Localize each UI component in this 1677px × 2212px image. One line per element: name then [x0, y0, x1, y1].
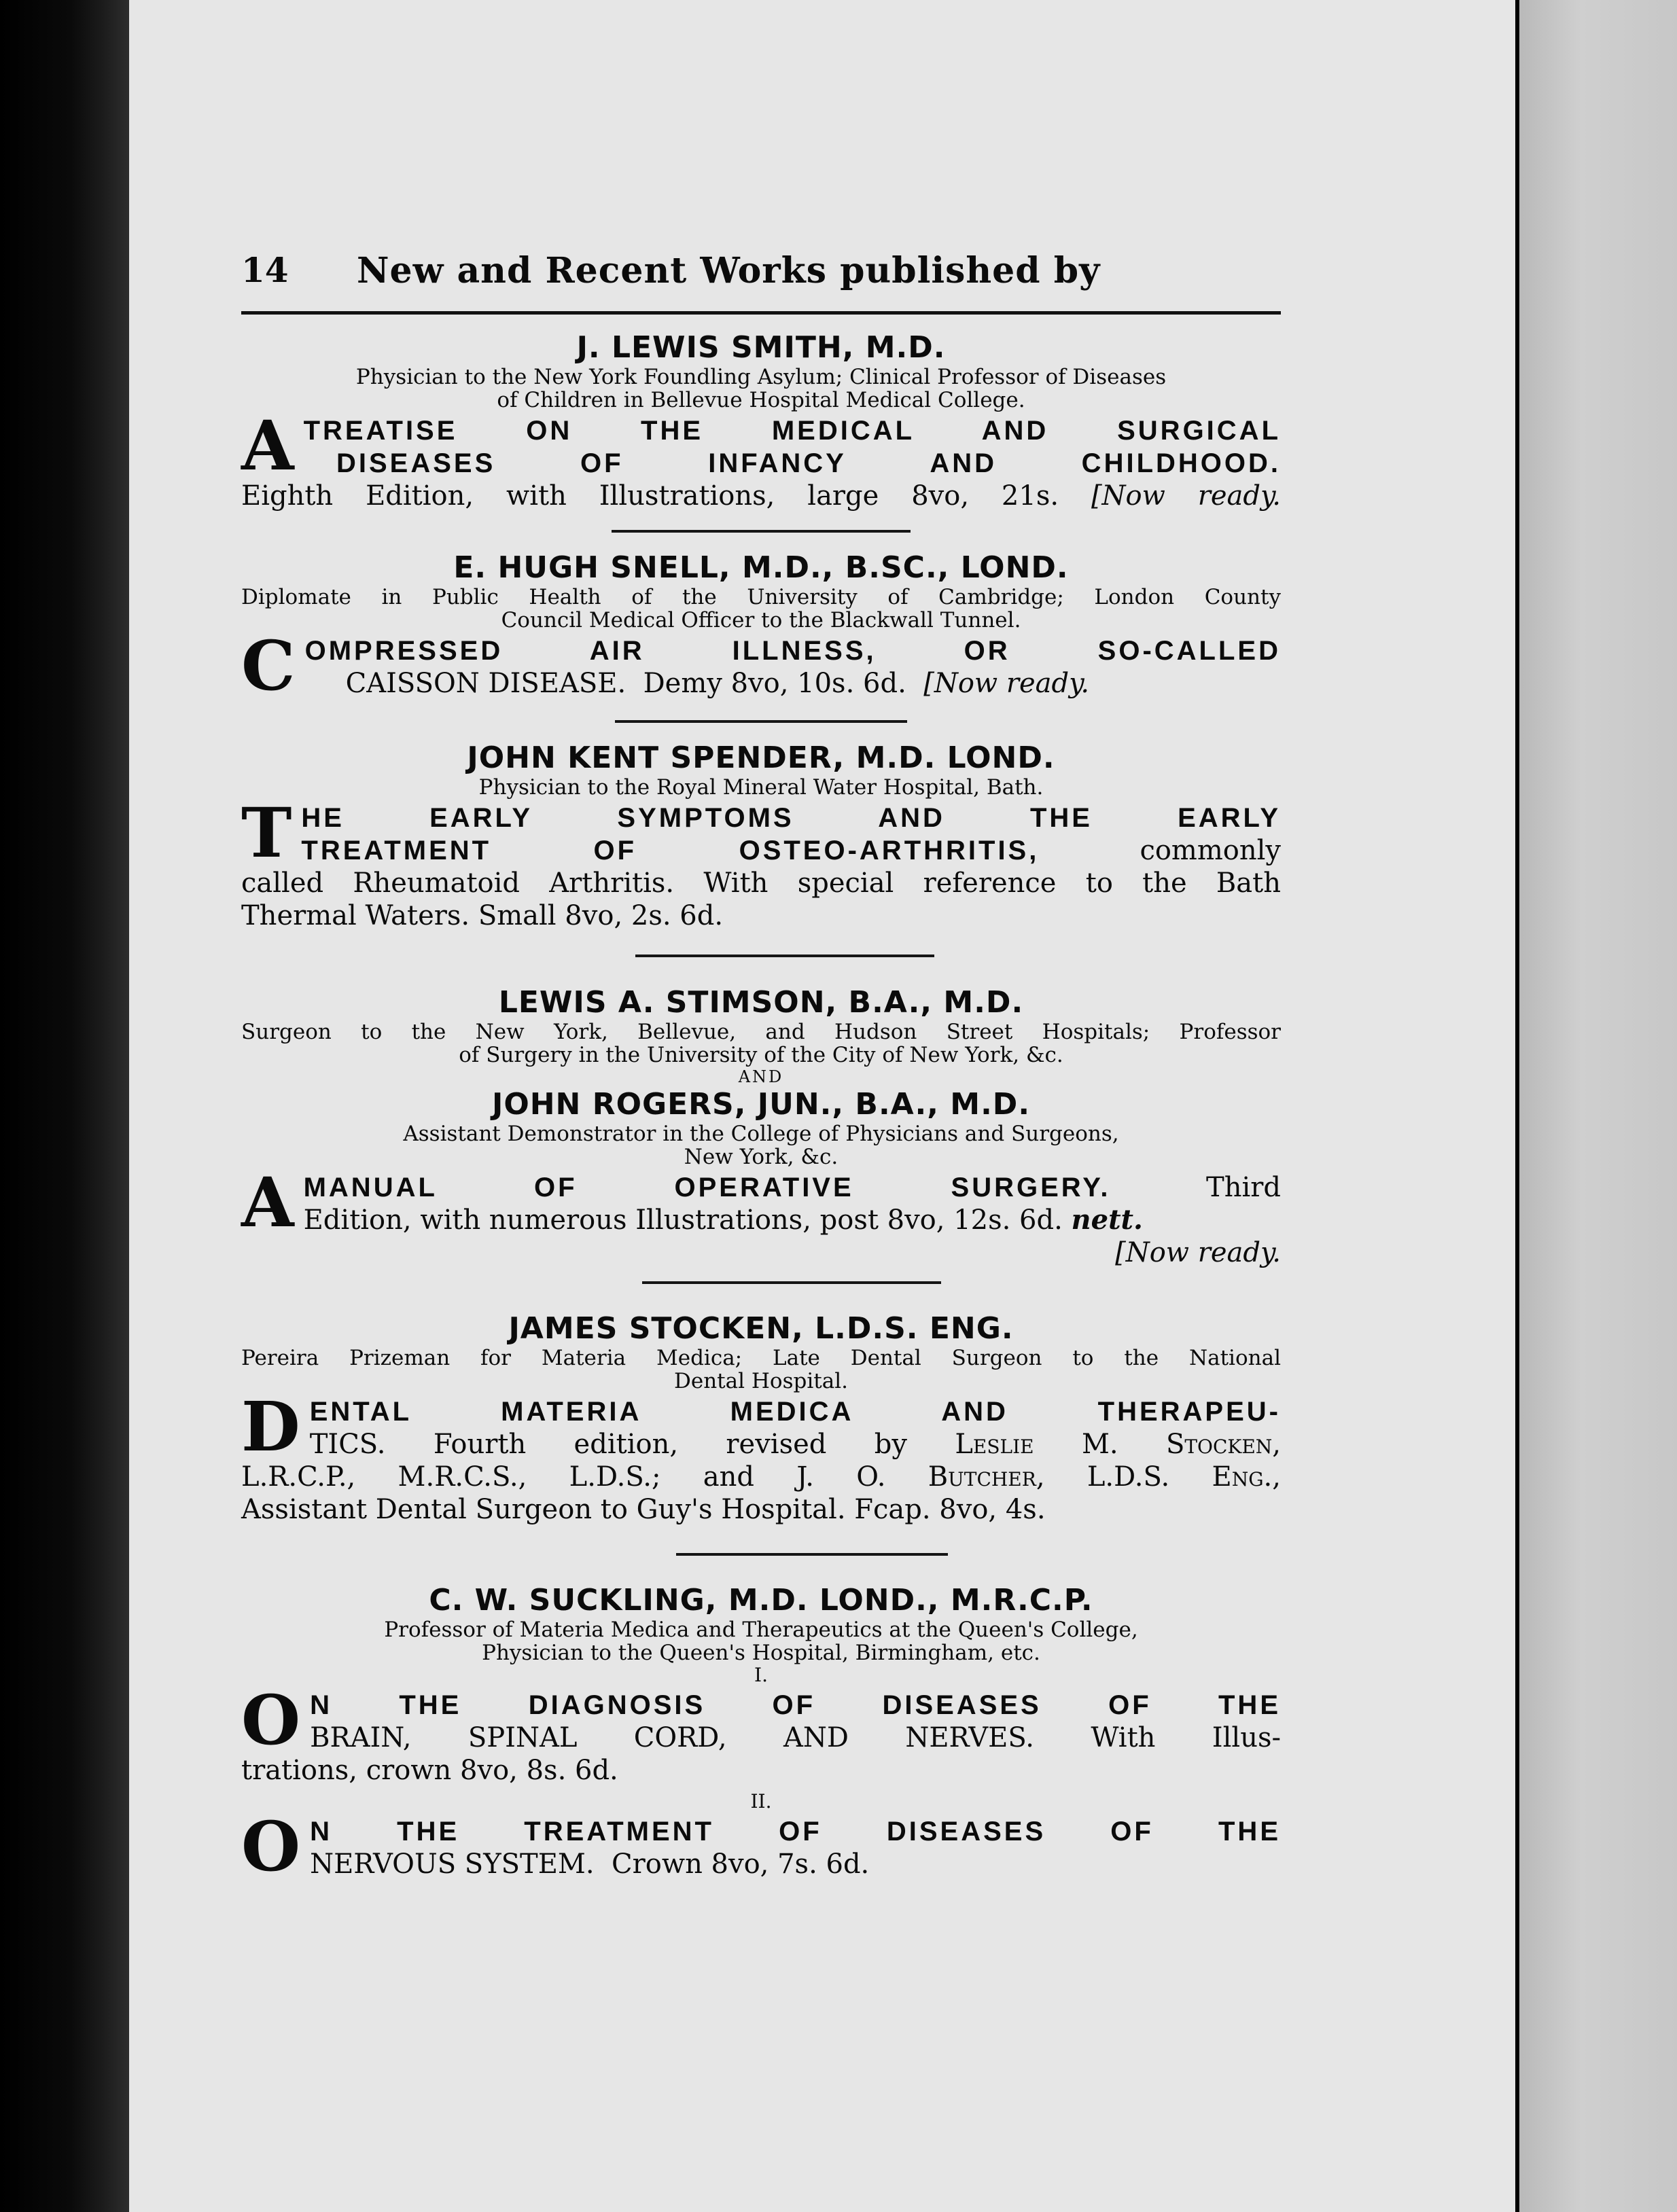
- entry-stocken: [241, 1311, 1281, 1526]
- book-price-note: nett.: [1071, 1204, 1143, 1236]
- book-details: commonly: [1140, 835, 1282, 866]
- author-credentials-line: Professor of Materia Medica and Therapeutics at the Queen's College,: [384, 1618, 1138, 1642]
- book-edge: [0, 0, 129, 2212]
- section-divider: [635, 955, 934, 957]
- book-status: [Now ready.: [1115, 1237, 1281, 1268]
- page-number: 14: [241, 250, 289, 290]
- and-separator: AND: [738, 1067, 784, 1086]
- author-name: JOHN ROGERS, JUN., B.A., M.D.: [491, 1087, 1031, 1122]
- drop-cap: T: [241, 793, 292, 873]
- book-details-line: [241, 1461, 1281, 1493]
- entry-snell: [241, 550, 1281, 706]
- book-title-line: DISEASES OF INFANCY AND CHILDHOOD.: [336, 448, 1281, 478]
- author-credentials-line: New York, &c.: [684, 1145, 838, 1169]
- book-title-line: [346, 668, 1090, 699]
- author-credentials-line: Physician to the Queen's Hospital, Birmingham, etc.: [482, 1641, 1040, 1665]
- book-details-line: [241, 1204, 1281, 1236]
- book-title-line: N THE TREATMENT OF DISEASES OF THE: [310, 1817, 1281, 1847]
- book-title-tail: BRAIN, SPINAL CORD, AND NERVES.: [310, 1722, 1035, 1753]
- book-details: Edition, with numerous Illustrations, post 8vo, 12s. 6d.: [303, 1205, 1063, 1236]
- drop-cap: O: [241, 1806, 301, 1887]
- entry-suckling: [241, 1583, 1281, 1887]
- book-status: [Now ready.: [1091, 480, 1282, 512]
- book-title-line: [282, 1848, 1281, 1880]
- book-title-line: [282, 834, 1281, 867]
- book-details: Third: [1206, 1172, 1281, 1203]
- book-details-line: called Rheumatoid Arthritis. With special reference to the Bath: [241, 868, 1281, 899]
- book-listing: [241, 1806, 1281, 1887]
- section-divider: [612, 530, 911, 533]
- book-title-line: HE EARLY SYMPTOMS AND THE EARLY: [301, 803, 1281, 833]
- author-name: C. W. SUCKLING, M.D. LOND., M.R.C.P.: [429, 1583, 1093, 1618]
- book-listing: [241, 1680, 1281, 1787]
- entry-spender: [241, 741, 1281, 932]
- book-title-line: N THE DIAGNOSIS OF DISEASES OF THE: [310, 1690, 1281, 1720]
- book-details-line: [241, 480, 1281, 512]
- book-details-line: [241, 1428, 1281, 1461]
- book-details-line: trations, crown 8vo, 8s. 6d.: [241, 1755, 618, 1786]
- author-credentials-line: Assistant Demonstrator in the College of Physicians and Surgeons,: [403, 1122, 1119, 1146]
- running-head-title: New and Recent Works published by: [357, 250, 1101, 291]
- reviser-name: J. O. Butcher, L.D.S. Eng.,: [796, 1461, 1281, 1493]
- section-divider: [615, 720, 907, 723]
- drop-cap: A: [241, 406, 294, 486]
- author-name: JOHN KENT SPENDER, M.D. LOND.: [467, 741, 1055, 775]
- book-status: [Now ready.: [923, 668, 1090, 699]
- author-credentials-line: Physician to the Royal Mineral Water Hospital, Bath.: [478, 775, 1044, 800]
- author-credentials-line: of Children in Bellevue Hospital Medical College.: [497, 388, 1025, 412]
- book-title-line: [241, 1171, 1281, 1204]
- book-details: TICS. Fourth edition, revised by: [309, 1429, 907, 1460]
- book-details: Demy 8vo, 10s. 6d.: [643, 668, 906, 699]
- drop-cap: A: [241, 1162, 294, 1243]
- author-name: JAMES STOCKEN, L.D.S. ENG.: [508, 1311, 1014, 1346]
- book-details-line: Thermal Waters. Small 8vo, 2s. 6d.: [241, 900, 724, 931]
- book-title-line: OMPRESSED AIR ILLNESS, OR SO-CALLED: [304, 636, 1281, 666]
- book-details: Crown 8vo, 7s. 6d.: [612, 1849, 870, 1880]
- book-title-line: [282, 1722, 1281, 1754]
- drop-cap: O: [241, 1680, 301, 1760]
- author-name: E. HUGH SNELL, M.D., B.SC., LOND.: [453, 550, 1069, 585]
- reviser-name: Leslie M. Stocken,: [955, 1429, 1281, 1460]
- author-credentials-line: Pereira Prizeman for Materia Medica; Late Dental Surgeon to the National: [241, 1346, 1281, 1370]
- book-listing: [241, 793, 1282, 932]
- author-credentials-line: Dental Hospital.: [674, 1369, 848, 1393]
- book-title-line: TREATISE ON THE MEDICAL AND SURGICAL: [303, 416, 1281, 446]
- author-name: LEWIS A. STIMSON, B.A., M.D.: [498, 985, 1024, 1020]
- book-title-line: ENTAL MATERIA MEDICA AND THERAPEU-: [309, 1397, 1281, 1427]
- book-title-tail: CAISSON DISEASE.: [345, 668, 626, 699]
- book-listing: [241, 1162, 1281, 1269]
- book-details: With Illus-: [1091, 1722, 1281, 1753]
- book-details: Eighth Edition, with Illustrations, large 8vo, 21s.: [241, 480, 1059, 512]
- book-listing: [241, 626, 1281, 706]
- section-divider: [642, 1281, 941, 1284]
- drop-cap: D: [241, 1387, 300, 1467]
- book-details-line: Assistant Dental Surgeon to Guy's Hospital. Fcap. 8vo, 4s.: [241, 1494, 1046, 1525]
- author-name: J. LEWIS SMITH, M.D.: [576, 330, 946, 365]
- book-details: L.R.C.P., M.R.C.S., L.D.S.; and: [241, 1461, 755, 1493]
- work-numeral: II.: [750, 1790, 772, 1813]
- author-credentials-line: of Surgery in the University of the City of New York, &c.: [459, 1043, 1063, 1067]
- running-head: [241, 250, 1281, 315]
- entry-stimson-rogers: [241, 985, 1281, 1269]
- book-title-tail: MANUAL OF OPERATIVE SURGERY.: [303, 1173, 1111, 1202]
- author-credentials-line: Physician to the New York Foundling Asylum; Clinical Professor of Diseases: [355, 365, 1167, 389]
- author-credentials-line: Council Medical Officer to the Blackwall Tunnel.: [501, 608, 1021, 632]
- drop-cap: C: [241, 626, 296, 706]
- facing-page-edge: [1517, 0, 1677, 2212]
- section-divider: [676, 1553, 948, 1556]
- author-credentials-line: Surgeon to the New York, Bellevue, and Hudson Street Hospitals; Professor: [241, 1020, 1281, 1044]
- book-title-tail: TREATMENT OF OSTEO-ARTHRITIS,: [301, 836, 1040, 866]
- author-credentials-line: Diplomate in Public Health of the University of Cambridge; London County: [241, 585, 1281, 609]
- book-listing: [241, 1387, 1281, 1526]
- book-title-tail: NERVOUS SYSTEM.: [310, 1849, 595, 1880]
- entry-smith: [241, 330, 1281, 512]
- book-listing: [241, 406, 1282, 512]
- work-numeral: I.: [754, 1664, 768, 1686]
